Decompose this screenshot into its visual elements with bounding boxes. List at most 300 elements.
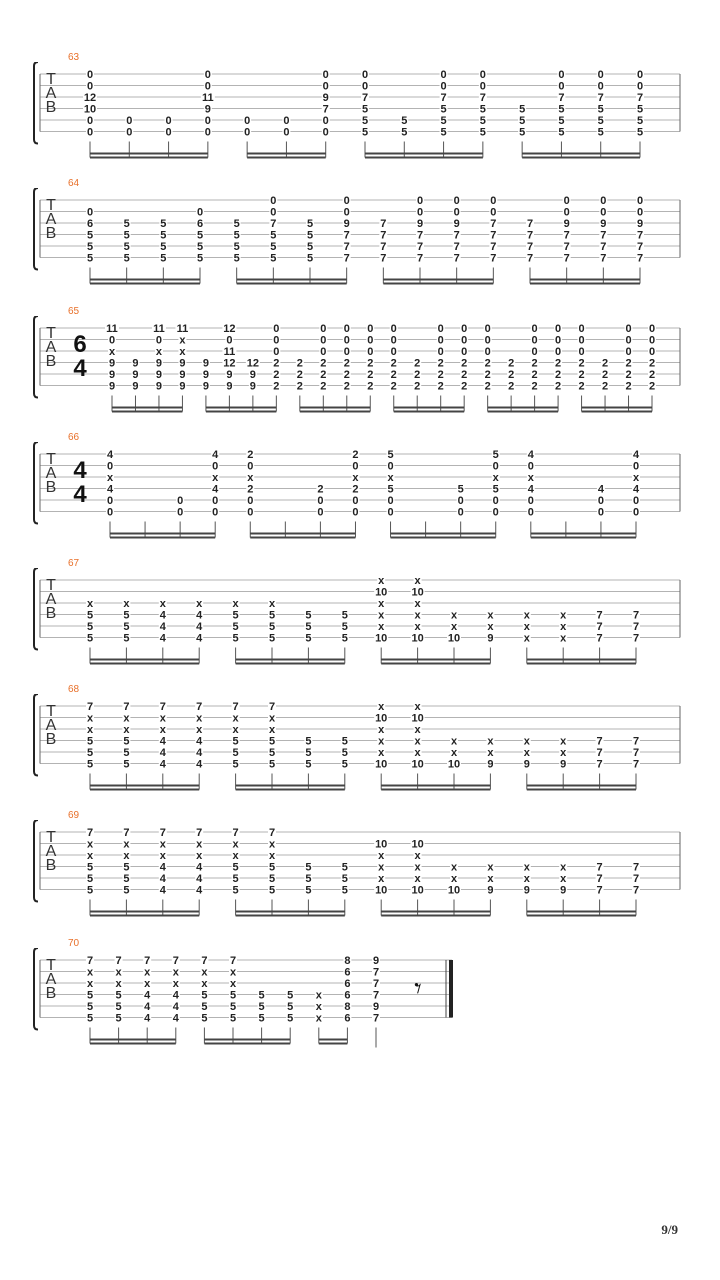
fret-number: x	[414, 861, 421, 874]
fret-number: 5	[268, 861, 276, 874]
fret-number: 0	[126, 126, 133, 139]
system-bracket	[34, 948, 38, 1030]
fret-number: 9	[372, 1001, 380, 1013]
fret-number: 5	[201, 1012, 208, 1025]
fret-number: 0	[648, 346, 656, 358]
time-signature-digit: 6	[73, 331, 87, 358]
fret-number: 0	[343, 323, 350, 335]
fret-number: 0	[352, 460, 359, 473]
fret-number: x	[523, 747, 530, 759]
fret-number: 5	[160, 252, 167, 265]
fret-number: 0	[457, 506, 464, 519]
fret-number: 5	[123, 735, 130, 748]
fret-number: 0	[196, 206, 204, 219]
fret-number: 0	[597, 69, 604, 81]
fret-number: x	[560, 609, 567, 622]
tab-clef-letter: T	[46, 197, 56, 214]
fret-number: 5	[196, 241, 204, 253]
fret-number: 0	[273, 323, 280, 335]
fret-number: 7	[322, 103, 329, 116]
fret-number: 7	[232, 827, 239, 839]
fret-number: 7	[632, 621, 640, 633]
fret-number: 0	[204, 69, 211, 81]
fret-number: x	[414, 724, 421, 736]
fret-number: x	[123, 712, 130, 725]
fret-number: 2	[390, 357, 397, 370]
fret-number: x	[378, 609, 385, 622]
fret-number: x	[247, 472, 254, 484]
fret-number: 0	[416, 195, 424, 207]
fret-number: 0	[632, 460, 640, 473]
system-bracket	[34, 694, 38, 776]
fret-number: 5	[387, 483, 394, 496]
fret-number: 2	[625, 369, 632, 381]
fret-number: 0	[361, 69, 369, 81]
fret-number: 0	[632, 506, 640, 519]
fret-number: 0	[490, 195, 497, 207]
fret-number: 0	[322, 69, 329, 81]
fret-number: 7	[596, 747, 603, 759]
fret-number: 9	[249, 380, 256, 393]
fret-number: 0	[555, 346, 562, 358]
fret-number: 0	[636, 69, 644, 81]
system-bracket	[34, 188, 38, 270]
fret-number: 4	[144, 1001, 151, 1013]
fret-number: 5	[258, 1001, 265, 1013]
fret-number: 7	[416, 229, 424, 242]
fret-number: 5	[86, 989, 94, 1002]
fret-number: x	[450, 609, 458, 622]
fret-number: x	[523, 609, 530, 622]
fret-number: 2	[390, 369, 397, 381]
fret-number: 0	[108, 334, 116, 347]
fret-number: x	[487, 609, 494, 622]
fret-number: 5	[160, 229, 167, 242]
fret-number: x	[560, 873, 567, 885]
fret-number: x	[414, 609, 421, 622]
fret-number: x	[527, 472, 534, 484]
fret-number: 0	[212, 460, 219, 473]
fret-number: 5	[305, 873, 312, 885]
fret-number: 0	[270, 206, 277, 219]
fret-number: 4	[527, 483, 534, 496]
fret-number: 5	[305, 632, 312, 645]
fret-number: 7	[636, 92, 644, 104]
fret-number: 5	[232, 873, 239, 885]
fret-number: 7	[380, 252, 387, 265]
fret-number: 9	[343, 218, 350, 230]
fret-number: 7	[115, 955, 122, 967]
fret-number: x	[86, 850, 94, 862]
fret-number: x	[172, 978, 179, 990]
fret-number: 7	[270, 218, 277, 230]
fret-number: 2	[508, 369, 515, 381]
fret-number: 5	[268, 873, 276, 885]
fret-number: 8	[344, 955, 351, 967]
fret-number: 5	[597, 103, 604, 116]
fret-number: 0	[204, 126, 211, 139]
fret-number: 5	[361, 126, 369, 139]
system-bracket	[34, 62, 38, 144]
fret-number: 0	[531, 346, 538, 358]
fret-number: 9	[204, 103, 211, 116]
fret-number: 7	[563, 241, 570, 253]
fret-number: 2	[461, 369, 468, 381]
fret-number: 0	[204, 80, 211, 93]
fret-number: 0	[352, 506, 359, 519]
fret-number: 5	[86, 735, 94, 748]
fret-number: x	[315, 1012, 322, 1025]
fret-number: 2	[601, 380, 609, 393]
fret-number: 5	[401, 126, 408, 139]
fret-number: 0	[283, 115, 290, 127]
fret-number: 0	[387, 506, 394, 519]
fret-number: 5	[233, 241, 240, 253]
fret-number: x	[232, 850, 239, 862]
fret-number: 2	[484, 380, 491, 393]
fret-number: 5	[341, 735, 348, 748]
fret-number: 0	[367, 323, 374, 335]
tab-staff	[0, 62, 720, 182]
fret-number: 5	[160, 218, 167, 230]
fret-number: 7	[372, 989, 380, 1002]
fret-number: 0	[597, 495, 604, 507]
fret-number: x	[196, 712, 203, 725]
tab-clef-letter: A	[45, 971, 57, 988]
fret-number: 7	[632, 735, 640, 748]
fret-number: 10	[411, 758, 424, 771]
fret-number: 9	[249, 369, 256, 381]
fret-number: 0	[86, 126, 94, 139]
fret-number: 2	[296, 357, 303, 370]
fret-number: 0	[165, 126, 172, 139]
fret-number: 5	[519, 115, 526, 127]
fret-number: 7	[123, 701, 130, 713]
fret-number: x	[86, 978, 94, 990]
fret-number: 0	[343, 206, 350, 219]
fret-number: 4	[159, 621, 166, 633]
fret-number: 12	[223, 357, 236, 370]
fret-number: 5	[233, 229, 240, 242]
fret-number: 4	[106, 449, 114, 461]
fret-number: 5	[341, 873, 348, 885]
fret-number: 7	[453, 229, 460, 242]
tab-system	[0, 432, 720, 562]
fret-number: 0	[247, 495, 254, 507]
fret-number: 10	[411, 884, 424, 897]
fret-number: 5	[479, 103, 486, 116]
fret-number: x	[232, 724, 239, 736]
fret-number: x	[414, 747, 421, 759]
fret-number: x	[352, 472, 359, 484]
fret-number: 9	[132, 357, 139, 370]
fret-number: 0	[625, 323, 632, 335]
fret-number: 4	[212, 483, 219, 496]
tab-clef-letter: T	[46, 829, 56, 846]
fret-number: 9	[202, 369, 209, 381]
fret-number: 4	[159, 747, 166, 759]
fret-number: 7	[632, 884, 640, 897]
fret-number: 0	[636, 206, 644, 219]
fret-number: 5	[86, 873, 94, 885]
measure-number: 66	[68, 432, 80, 443]
fret-number: 6	[196, 218, 204, 230]
eighth-rest: 𝄾	[414, 973, 422, 1004]
fret-number: 7	[636, 241, 644, 253]
fret-number: 7	[632, 758, 640, 771]
fret-number: x	[414, 735, 421, 748]
fret-number: 9	[523, 884, 530, 897]
fret-number: 7	[343, 241, 350, 253]
fret-number: 2	[461, 380, 468, 393]
fret-number: 4	[159, 873, 166, 885]
fret-number: 5	[287, 989, 294, 1002]
fret-number: 7	[380, 229, 387, 242]
fret-number: 0	[531, 334, 538, 347]
fret-number: 5	[123, 609, 130, 622]
fret-number: 0	[484, 323, 491, 335]
fret-number: 7	[600, 241, 607, 253]
fret-number: x	[523, 873, 530, 885]
fret-number: 0	[244, 126, 251, 139]
fret-number: 5	[232, 884, 239, 897]
fret-number: x	[86, 724, 94, 736]
fret-number: 5	[232, 632, 239, 645]
tab-system	[0, 684, 720, 814]
fret-number: 9	[108, 369, 116, 381]
tab-system	[0, 938, 720, 1068]
fret-number: 5	[86, 229, 94, 242]
fret-number: 4	[196, 873, 203, 885]
fret-number: 5	[123, 621, 130, 633]
fret-number: 5	[86, 747, 94, 759]
fret-number: 9	[155, 369, 163, 381]
fret-number: 5	[258, 1012, 265, 1025]
fret-number: 5	[492, 483, 499, 496]
fret-number: 4	[144, 1012, 151, 1025]
fret-number: 4	[196, 632, 203, 645]
fret-number: 0	[367, 334, 374, 347]
fret-number: 0	[387, 460, 394, 473]
fret-number: 7	[196, 701, 203, 713]
fret-number: 2	[414, 380, 421, 393]
fret-number: 2	[367, 369, 374, 381]
fret-number: 9	[487, 758, 494, 771]
fret-number: 7	[86, 955, 94, 967]
fret-number: 5	[305, 861, 312, 874]
fret-number: x	[179, 346, 186, 358]
fret-number: 11	[176, 323, 189, 335]
fret-number: 9	[179, 369, 186, 381]
tab-staff	[0, 316, 720, 436]
fret-number: 2	[414, 357, 421, 370]
fret-number: 5	[387, 449, 394, 461]
fret-number: 0	[343, 346, 350, 358]
fret-number: 5	[268, 609, 276, 622]
fret-number: 5	[479, 115, 486, 127]
fret-number: 7	[490, 252, 497, 265]
fret-number: 0	[453, 195, 460, 207]
fret-number: 9	[155, 357, 163, 370]
fret-number: 7	[343, 229, 350, 242]
fret-number: 0	[461, 346, 468, 358]
fret-number: 0	[155, 334, 163, 347]
fret-number: 2	[578, 380, 585, 393]
fret-number: 4	[196, 747, 203, 759]
fret-number: 12	[246, 357, 259, 370]
fret-number: x	[378, 735, 385, 748]
fret-number: 5	[440, 126, 447, 139]
fret-number: 10	[375, 712, 388, 725]
fret-number: 5	[160, 241, 167, 253]
fret-number: 11	[202, 92, 214, 104]
fret-number: 0	[484, 346, 491, 358]
fret-number: 0	[212, 506, 219, 519]
tab-staff	[0, 948, 720, 1068]
tab-system	[0, 306, 720, 436]
fret-number: 0	[283, 126, 290, 139]
fret-number: 0	[479, 80, 486, 93]
fret-number: x	[560, 747, 567, 759]
fret-number: 0	[558, 80, 565, 93]
fret-number: 2	[414, 369, 421, 381]
fret-number: 2	[367, 357, 374, 370]
fret-number: x	[86, 712, 94, 725]
fret-number: 5	[597, 126, 604, 139]
fret-number: 10	[375, 632, 388, 645]
fret-number: x	[560, 735, 567, 748]
fret-number: 0	[165, 115, 172, 127]
fret-number: 7	[416, 241, 424, 253]
time-signature-digit: 4	[73, 457, 87, 484]
fret-number: 0	[270, 195, 277, 207]
fret-number: 9	[563, 218, 570, 230]
fret-number: 0	[632, 495, 640, 507]
fret-number: 10	[447, 632, 461, 645]
fret-number: 4	[172, 989, 179, 1002]
fret-number: 7	[268, 701, 276, 713]
fret-number: 7	[596, 609, 603, 622]
fret-number: 11	[223, 346, 236, 358]
fret-number: 12	[83, 92, 97, 104]
fret-number: 5	[519, 126, 526, 139]
fret-number: 7	[632, 632, 640, 645]
fret-number: 2	[437, 369, 444, 381]
fret-number: 9	[416, 218, 424, 230]
fret-number: 0	[461, 334, 468, 347]
fret-number: 0	[437, 346, 444, 358]
fret-number: 7	[636, 229, 644, 242]
fret-number: x	[378, 575, 385, 587]
fret-number: x	[487, 861, 494, 874]
fret-number: 2	[555, 380, 562, 393]
fret-number: 7	[597, 92, 604, 104]
fret-number: 5	[232, 861, 239, 874]
fret-number: 5	[123, 758, 130, 771]
fret-number: 5	[123, 873, 130, 885]
fret-number: 5	[86, 861, 94, 874]
fret-number: 5	[268, 632, 276, 645]
fret-number: 2	[648, 380, 656, 393]
fret-number: x	[155, 346, 163, 358]
fret-number: 0	[390, 346, 397, 358]
fret-number: 4	[597, 483, 604, 496]
fret-number: 12	[223, 323, 236, 335]
fret-number: 0	[636, 80, 644, 93]
fret-number: x	[487, 873, 494, 885]
fret-number: 9	[372, 955, 380, 967]
fret-number: 5	[341, 747, 348, 759]
tab-staff	[0, 188, 720, 308]
fret-number: 4	[159, 609, 166, 622]
fret-number: x	[159, 838, 166, 851]
fret-number: x	[492, 472, 499, 484]
fret-number: 0	[86, 206, 94, 219]
fret-number: 9	[132, 380, 139, 393]
fret-number: 7	[86, 827, 94, 839]
fret-number: 5	[305, 621, 312, 633]
fret-number: x	[232, 838, 239, 851]
fret-number: 9	[600, 218, 607, 230]
fret-number: 2	[601, 357, 609, 370]
fret-number: 0	[416, 206, 424, 219]
fret-number: 5	[115, 1012, 122, 1025]
fret-number: 5	[86, 241, 94, 253]
fret-number: 9	[322, 92, 329, 104]
measure-number: 63	[68, 52, 80, 63]
fret-number: x	[523, 861, 530, 874]
fret-number: 7	[596, 873, 603, 885]
fret-number: 6	[344, 978, 351, 990]
fret-number: 7	[632, 747, 640, 759]
fret-number: 2	[648, 369, 656, 381]
fret-number: 4	[144, 989, 151, 1002]
fret-number: 0	[563, 195, 570, 207]
fret-number: 2	[296, 380, 303, 393]
fret-number: 5	[440, 103, 447, 116]
fret-number: 7	[596, 632, 603, 645]
fret-number: 0	[106, 495, 114, 507]
fret-number: 0	[597, 506, 604, 519]
fret-number: 5	[86, 609, 94, 622]
fret-number: 7	[563, 229, 570, 242]
fret-number: 0	[126, 115, 133, 127]
system-bracket	[34, 316, 38, 398]
fret-number: 2	[484, 357, 491, 370]
fret-number: x	[106, 472, 114, 484]
tab-clef-letter: T	[46, 325, 56, 342]
fret-number: 7	[172, 955, 179, 967]
fret-number: 5	[268, 735, 276, 748]
fret-number: 0	[440, 80, 447, 93]
fret-number: 5	[341, 621, 348, 633]
fret-number: x	[560, 632, 567, 645]
fret-number: x	[123, 598, 130, 610]
fret-number: 5	[341, 632, 348, 645]
fret-number: 4	[159, 884, 166, 897]
fret-number: 0	[527, 460, 534, 473]
fret-number: x	[196, 838, 203, 851]
fret-number: x	[523, 621, 530, 633]
fret-number: 5	[201, 989, 208, 1002]
fret-number: 4	[196, 621, 203, 633]
fret-number: 0	[322, 80, 329, 93]
fret-number: 2	[367, 380, 374, 393]
fret-number: 7	[232, 701, 239, 713]
fret-number: 7	[201, 955, 208, 967]
tab-clef-letter: A	[45, 85, 57, 102]
tab-system	[0, 810, 720, 940]
